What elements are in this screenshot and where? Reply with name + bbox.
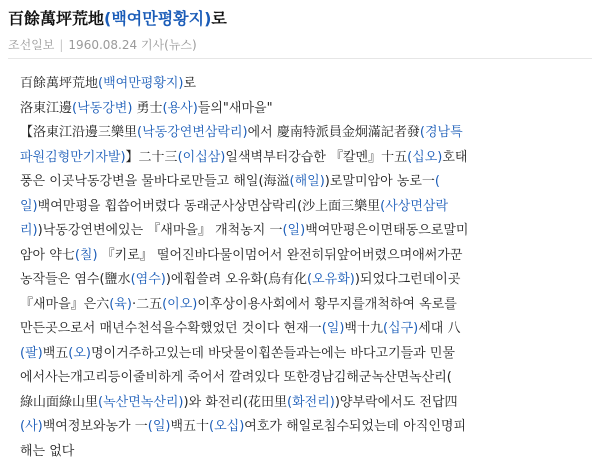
- article-text: 백五十: [170, 419, 210, 434]
- article-line: [20, 195, 580, 220]
- article-line: [20, 72, 580, 97]
- article-line: [20, 97, 580, 122]
- article-line: [20, 317, 580, 342]
- hangul-reading: (오유화): [307, 272, 355, 287]
- article-line: [20, 121, 580, 146]
- title-hanja: 百餘萬坪荒地: [8, 9, 105, 28]
- article-line: [20, 293, 580, 318]
- article-text: 『새마을』은六: [20, 296, 110, 312]
- article-text: )되었다그런데이곳: [354, 272, 461, 287]
- hangul-reading: (십오): [407, 149, 443, 165]
- hangul-reading: (육): [109, 296, 132, 312]
- article-text: 호태: [442, 149, 468, 165]
- article-text: 로: [183, 76, 197, 91]
- article-text: 이후상이용사회에서 황무지를개척하여 옥로를: [197, 296, 457, 312]
- hangul-reading: (이오): [162, 296, 198, 312]
- article-text: 들의"새마을": [197, 100, 273, 116]
- article-text: 百餘萬坪荒地: [20, 76, 99, 91]
- hangul-reading: 일): [20, 198, 38, 214]
- hangul-reading: (칠): [74, 247, 98, 263]
- article-text: 勇士: [132, 100, 163, 116]
- article-text: 백여만평은이면태동으로말미: [305, 223, 469, 238]
- hangul-reading: (경남특: [419, 125, 463, 140]
- article-text: )로말미암아 농로一: [324, 174, 435, 189]
- title-particle: 로: [211, 9, 227, 28]
- article-text: 풍은 이곳낙동강변을 물바다로만들고 해일(海溢: [20, 174, 290, 189]
- article-text: )양부락에서도 전답四: [334, 394, 458, 410]
- hangul-reading: (: [434, 174, 440, 189]
- article-text: 【洛東江沿邊三樂里: [20, 125, 138, 140]
- article-text: 백五: [42, 345, 69, 361]
- hangul-reading: (이십삼): [177, 149, 226, 165]
- article-text: 백十九: [344, 321, 383, 336]
- article-title: [8, 6, 592, 29]
- article-text: ·二五: [131, 296, 163, 312]
- hangul-reading: (염수): [130, 272, 166, 287]
- hangul-reading: 파원김형만기자발): [20, 149, 126, 165]
- article-line: [20, 415, 580, 440]
- article-text: 일색벽부터강습한 『칼멘』十五: [225, 149, 408, 165]
- hangul-reading: (화전리): [287, 394, 335, 410]
- article-line: [20, 244, 580, 269]
- hangul-reading: (일): [321, 321, 345, 336]
- article-line: [20, 170, 580, 195]
- hangul-reading: (십구): [382, 321, 419, 336]
- article-line: [20, 146, 580, 171]
- hangul-reading: (오): [68, 345, 91, 361]
- hangul-reading: (일): [147, 419, 171, 434]
- article-line: [20, 219, 580, 244]
- hangul-reading: (용사): [162, 100, 198, 116]
- source-name: 조선일보: [8, 38, 55, 52]
- article-text: 『키로』 떨어진바다물이멈어서 완전히뒤앞어버렸으며애써가꾼: [97, 247, 463, 263]
- header-divider: [8, 58, 592, 59]
- article-text: )낙동강연변에있는 『새마을』 개척농지 一: [37, 223, 283, 238]
- hangul-reading: (녹산면녹산리): [98, 394, 184, 410]
- hangul-reading: (사): [20, 419, 43, 434]
- article-text: )에휩쓸려 오유화(烏有化: [165, 272, 308, 287]
- article-category: 기사(뉴스): [140, 38, 197, 52]
- hangul-reading: (해일): [289, 174, 325, 189]
- hangul-reading: (사상면삼락: [380, 198, 449, 214]
- article-line: [20, 342, 580, 367]
- article-text: 백여정보와농가 一: [42, 419, 148, 434]
- article-line: [20, 391, 580, 416]
- article-text: 암아 약七: [20, 247, 75, 263]
- meta-separator: |: [59, 38, 64, 52]
- article-meta: [8, 36, 197, 53]
- article-text: 에서사는개고리등이줄비하게 죽어서 깔려있다 또한경남김해군녹산면녹산리(: [20, 370, 452, 385]
- article-text: 綠山面綠山里: [20, 394, 99, 410]
- article-text: 만든곳으로서 매년수천석을수확했었던 것이다 현재一: [20, 321, 322, 336]
- article-line: [20, 366, 580, 391]
- article-text: 세대 八: [418, 321, 461, 336]
- hangul-reading: (백여만평황지): [98, 76, 184, 91]
- title-hangul-reading: (백여만평황지): [104, 9, 212, 28]
- article-text: 해는 없다: [20, 443, 75, 459]
- article-text: 】二十三: [125, 149, 178, 165]
- hangul-reading: (낙동강변): [72, 100, 133, 116]
- article-line: [20, 268, 580, 293]
- article-text: 여호가 해일로침수되었는데 아직인명피: [244, 419, 467, 434]
- article-text: )와 화전리(花田里: [183, 394, 288, 410]
- article-text: 명이거주하고있는데 바닷물이휩쏜들과는에는 바다고기들과 민물: [90, 345, 455, 361]
- article-text: 농작들은 염수(鹽水: [20, 272, 131, 287]
- hangul-reading: (오십): [209, 419, 245, 434]
- article-body: [20, 72, 580, 464]
- hangul-reading: 리): [20, 223, 38, 238]
- article-text: 백여만평을 휩씁어버렸다 동래군사상면삼락리(沙上面三樂里: [37, 198, 381, 214]
- hangul-reading: (팔): [20, 345, 43, 361]
- article-line: [20, 440, 580, 465]
- hangul-reading: (낙동강연변삼락리): [137, 125, 248, 140]
- hangul-reading: (일): [282, 223, 306, 238]
- article-text: 洛東江邊: [20, 100, 73, 116]
- article-text: 에서 慶南特派員金炯滿記者發: [247, 125, 420, 140]
- publish-date: 1960.08.24: [68, 38, 138, 52]
